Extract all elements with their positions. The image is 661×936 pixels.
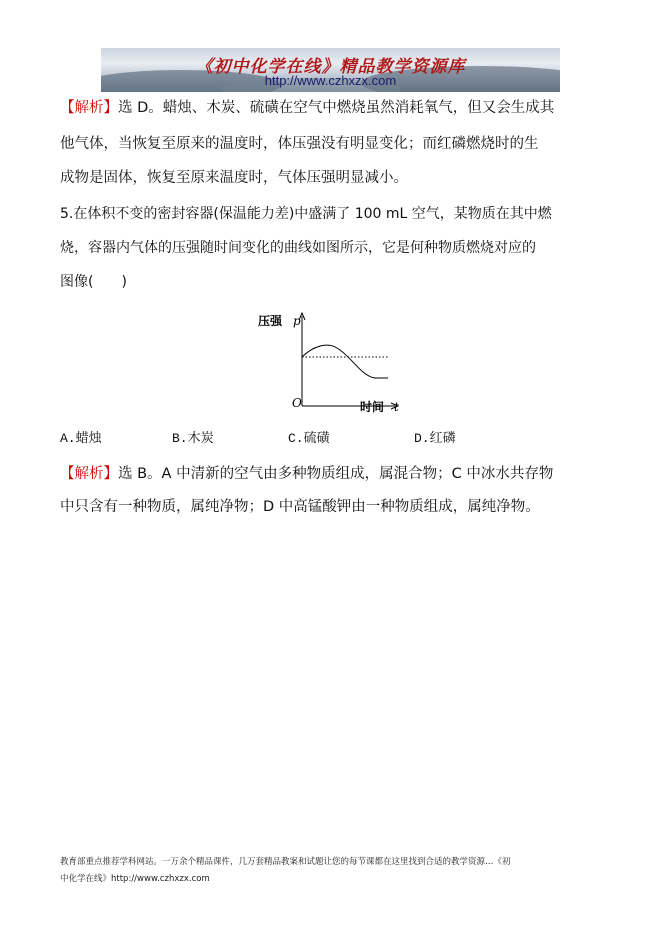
analysis-2-line-1 <box>60 464 553 484</box>
analysis-text: 选 B。A 中清新的空气由多种物质组成，属混合物；C 中冰水共存物 <box>118 466 554 482</box>
analysis-tag: 【解析】 <box>60 466 118 482</box>
banner-url[interactable]: http://www.czhxzx.com <box>264 73 397 88</box>
footer-line-1: 教育部重点推荐学科网站。一万余个精品课件，几万套精品教案和试题让您的每节课都在这里找到合适的教学资源…《初 <box>60 857 511 867</box>
option-d[interactable]: D.红磷 <box>414 431 456 446</box>
origin-label: O <box>292 396 302 410</box>
pressure-time-chart <box>255 308 405 420</box>
analysis-1-line-1 <box>60 98 554 118</box>
option-a[interactable]: A.蜡烛 <box>60 431 102 446</box>
analysis-text: 选 D。蜡烛、木炭、硫磺在空气中燃烧虽然消耗氧气，但又会生成其 <box>118 100 555 116</box>
y-axis-label: 压强 <box>258 314 283 328</box>
analysis-tag: 【解析】 <box>60 100 118 116</box>
option-b[interactable]: B.木炭 <box>172 431 214 446</box>
analysis-1-line-3: 成物是固体，恢复至原来温度时，气体压强明显减小。 <box>60 170 408 186</box>
x-axis-label: 时间 <box>360 400 385 414</box>
header-banner <box>101 48 560 92</box>
option-c[interactable]: C.硫磺 <box>288 431 330 446</box>
question-line-2: 烧，容器内气体的压强随时间变化的曲线如图所示，它是何种物质燃烧对应的 <box>60 240 536 256</box>
question-line-1: 5.在体积不变的密封容器(保温能力差)中盛满了 100 mL 空气，某物质在其中燃 <box>60 206 552 222</box>
question-line-3: 图像( ) <box>60 274 127 290</box>
analysis-2-line-2: 中只含有一种物质，属纯净物；D 中高锰酸钾由一种物质组成，属纯净物。 <box>60 499 540 515</box>
analysis-1-line-2: 他气体，当恢复至原来的温度时，体压强没有明显变化；而红磷燃烧时的生 <box>60 136 539 152</box>
banner-title: 《初中化学在线》精品教学资源库 <box>195 57 466 77</box>
pressure-curve <box>302 345 388 378</box>
footer-line-2: 中化学在线》http://www.czhxzx.com <box>60 874 210 884</box>
y-axis-symbol: p <box>293 314 301 328</box>
x-axis-symbol: t <box>394 400 399 414</box>
